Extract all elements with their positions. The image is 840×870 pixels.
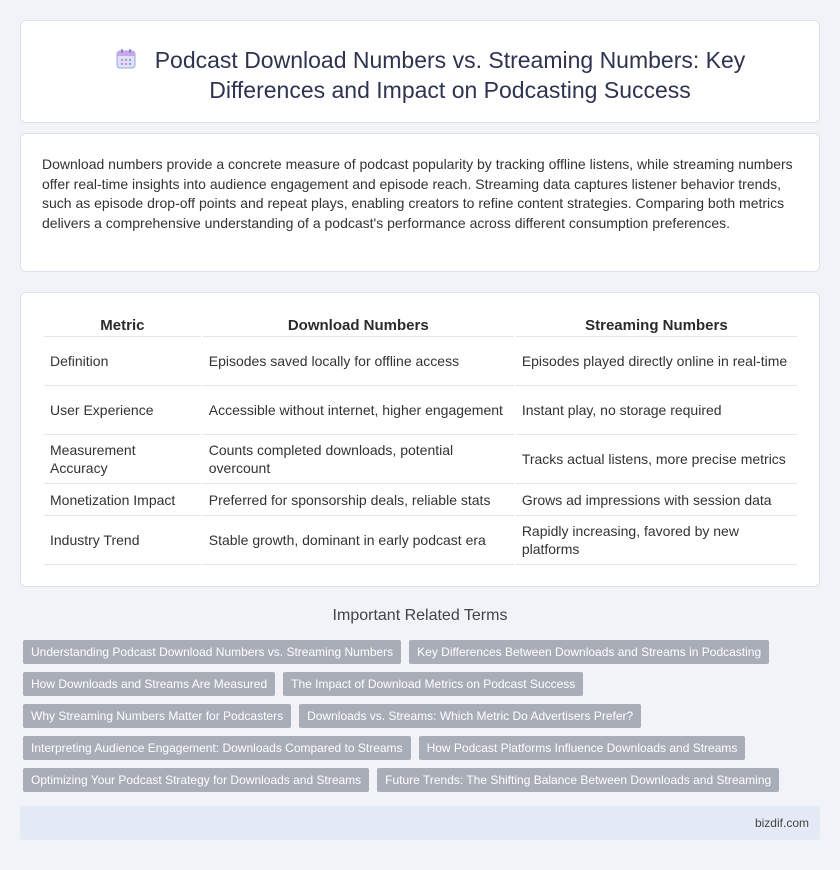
related-terms-heading: Important Related Terms — [332, 607, 508, 624]
related-terms-row — [23, 672, 583, 696]
cell-download: Accessible without internet, higher engagement — [203, 386, 514, 435]
footer-site-link[interactable]: bizdif.com — [754, 816, 809, 830]
related-term-chip[interactable]: Understanding Podcast Download Numbers vs. Streaming Numbers — [23, 640, 401, 664]
related-term-chip[interactable]: Downloads vs. Streams: Which Metric Do Advertisers Prefer? — [299, 704, 641, 728]
related-terms-row — [23, 640, 769, 664]
table-header-row — [44, 315, 797, 337]
table-row — [44, 484, 797, 516]
summary-paragraph: Download numbers provide a concrete measure of podcast popularity by tracking offline listens, while streaming numbers offer real-time insights into audience engagement and episode reach. Streaming data captures listener behavior trends, such as episode drop-off points and repeat plays, enabling creators to refine content strategies. Comparing both metrics delivers a comprehensive understanding of a podcast's performance across different consumption preferences. — [42, 156, 793, 231]
page-title: Podcast Download Numbers vs. Streaming Numbers: Key Differences and Impact on Podcasting Success — [154, 47, 746, 103]
cell-streaming: Episodes played directly online in real-time — [516, 337, 797, 386]
cell-metric: Monetization Impact — [44, 484, 201, 516]
related-term-chip[interactable]: Interpreting Audience Engagement: Downloads Compared to Streams — [23, 736, 411, 760]
cell-metric: Measurement Accuracy — [44, 435, 201, 484]
cell-streaming: Tracks actual listens, more precise metrics — [516, 435, 797, 484]
table-row — [44, 516, 797, 565]
related-term-chip[interactable]: Key Differences Between Downloads and Streams in Podcasting — [409, 640, 769, 664]
header-streaming: Streaming Numbers — [516, 315, 797, 337]
header-metric: Metric — [44, 315, 201, 337]
footer-bar — [20, 806, 820, 840]
cell-streaming: Rapidly increasing, favored by new platforms — [516, 516, 797, 565]
related-term-chip[interactable]: Future Trends: The Shifting Balance Between Downloads and Streaming — [377, 768, 779, 792]
cell-download: Stable growth, dominant in early podcast era — [203, 516, 514, 565]
cell-metric: User Experience — [44, 386, 201, 435]
comparison-table-card — [20, 292, 820, 587]
related-terms-row — [23, 736, 745, 760]
cell-streaming: Instant play, no storage required — [516, 386, 797, 435]
table-row — [44, 435, 797, 484]
related-term-chip[interactable]: The Impact of Download Metrics on Podcast Success — [283, 672, 583, 696]
related-terms-row — [23, 704, 641, 728]
title-card — [20, 20, 820, 123]
cell-streaming: Grows ad impressions with session data — [516, 484, 797, 516]
related-term-chip[interactable]: How Downloads and Streams Are Measured — [23, 672, 275, 696]
related-term-chip[interactable]: Why Streaming Numbers Matter for Podcasters — [23, 704, 291, 728]
cell-metric: Definition — [44, 337, 201, 386]
comparison-table — [42, 315, 799, 565]
cell-download: Preferred for sponsorship deals, reliable stats — [203, 484, 514, 516]
related-terms-row — [23, 768, 779, 792]
summary-card — [20, 133, 820, 272]
cell-metric: Industry Trend — [44, 516, 201, 565]
cell-download: Counts completed downloads, potential overcount — [203, 435, 514, 484]
table-row — [44, 337, 797, 386]
header-download: Download Numbers — [203, 315, 514, 337]
related-term-chip[interactable]: How Podcast Platforms Influence Downloads and Streams — [419, 736, 746, 760]
related-term-chip[interactable]: Optimizing Your Podcast Strategy for Downloads and Streams — [23, 768, 369, 792]
table-row — [44, 386, 797, 435]
cell-download: Episodes saved locally for offline access — [203, 337, 514, 386]
